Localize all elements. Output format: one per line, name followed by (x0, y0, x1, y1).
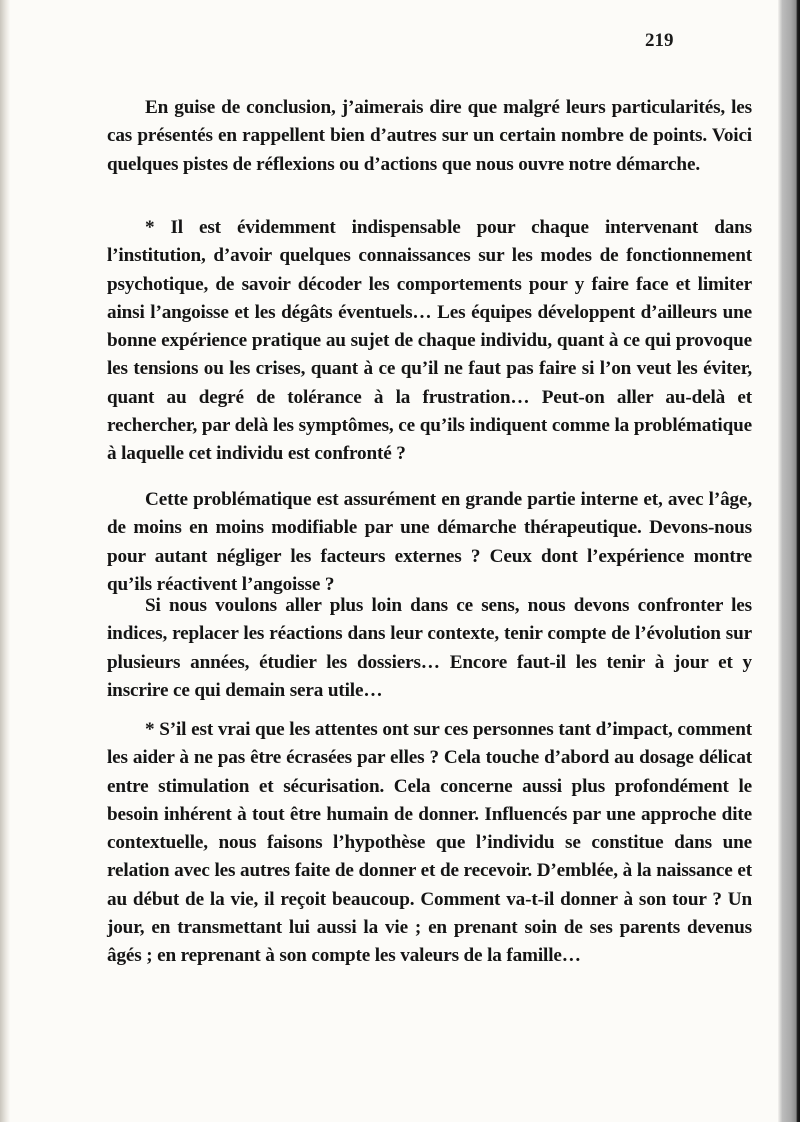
body-paragraph-psychotic-functioning (107, 214, 752, 469)
body-paragraph-problematique (107, 486, 752, 599)
paragraph-text: Cette problématique est assurément en grande partie interne et, avec l’âge, de moins en moins modifiable par une démarche thérapeutique. Devons-nous pour autant négliger les facteurs externes ? Ceux dont l’expérience montre qu’ils réactivent l’angoisse ? (107, 489, 752, 595)
page-number: 219 (645, 30, 674, 51)
page-edge-shadow (778, 0, 800, 1122)
paragraph-text: * Il est évidemment indispensable pour chaque intervenant dans l’institution, d’avoir quelques connaissances sur les modes de fonctionnement psychotique, de savoir décoder les comportements pour y faire face et limiter ainsi l’angoisse et les dégâts éventuels… Les équipes développent d’ailleurs une bonne expérience pratique au sujet de chaque individu, quant à ce qui provoque les tensions ou les crises, quant à ce qu’il ne faut pas faire si l’on veut les éviter, quant au degré de tolérance à la frustration… Peut-on aller au-delà et rechercher, par delà les symptômes, ce qu’ils indiquent comme la problématique à laquelle cet individu est confronté ? (107, 217, 752, 465)
page-gutter-shadow (0, 0, 10, 1122)
body-paragraph-further (107, 592, 752, 705)
paragraph-text: En guise de conclusion, j’aimerais dire que malgré leurs particularités, les cas présentés en rappellent bien d’autres sur un certain nombre de points. Voici quelques pistes de réflexions ou d’actions que nous ouvre notre démarche. (107, 97, 752, 175)
paragraph-text: Si nous voulons aller plus loin dans ce sens, nous devons confronter les indices, replacer les réactions dans leur contexte, tenir compte de l’évolution sur plusieurs années, étudier les dossiers… Encore faut-il les tenir à jour et y inscrire ce qui demain sera utile… (107, 595, 752, 701)
body-paragraph-conclusion (107, 94, 752, 179)
body-paragraph-expectations (107, 716, 752, 971)
paragraph-text: * S’il est vrai que les attentes ont sur ces personnes tant d’impact, comment les aider à ne pas être écrasées par elles ? Cela touche d’abord au dosage délicat entre stimulation et sécurisation. Cela concerne aussi plus profondément le besoin inhérent à tout être humain de donner. Influencés par une approche dite contextuelle, nous faisons l’hypothèse que l’individu se constitue dans une relation avec les autres faite de donner et de recevoir. D’emblée, à la naissance et au début de la vie, il reçoit beaucoup. Comment va-t-il donner à son tour ? Un jour, en transmettant lui aussi la vie ; en prenant soin de ses parents devenus âgés ; en reprenant à son compte les valeurs de la famille… (107, 719, 752, 967)
